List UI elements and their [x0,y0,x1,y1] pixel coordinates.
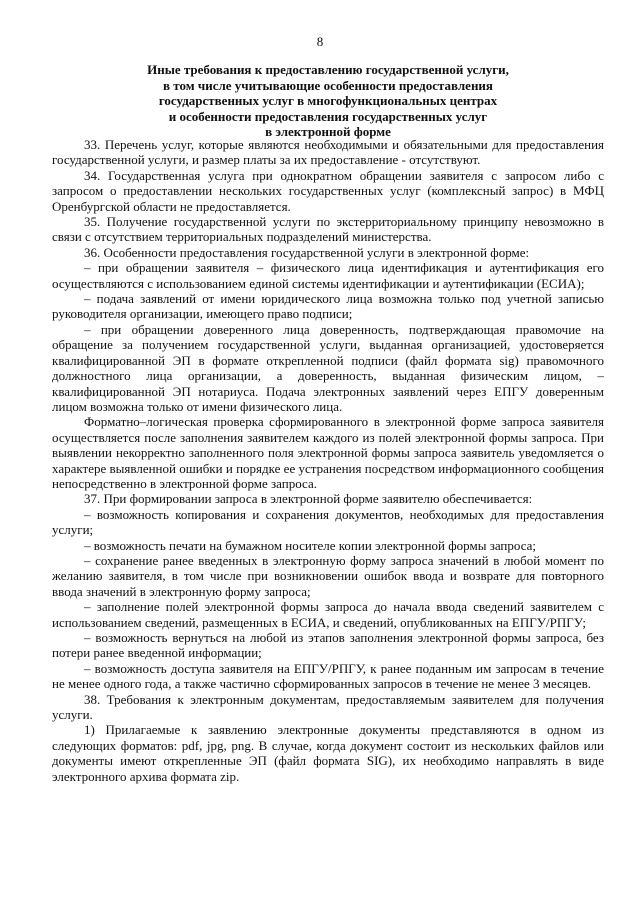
paragraph-35: 35. Получение государственной услуги по экстерриториальному принципу невозможно в связи с отсутствием территориальных подразделений министерства. [52,214,604,245]
list-item: – возможность печати на бумажном носителе копии электронной формы запроса; [84,537,537,553]
paragraph-33: 33. Перечень услуг, которые являются необходимыми и обязательными для предоставления государственной услуги, и размер платы за их предоставление - отсутствуют. [52,137,604,168]
paragraph-38: 38. Требования к электронным документам, предоставляемым заявителем для получения услуги. [52,691,604,723]
list-item: – заполнение полей электронной формы запроса до начала ввода сведений заявителем с использованием сведений, размещенных в ЕСИА, и сведений, опубликованных на ЕПГУ/РПГУ; [52,599,604,630]
paragraph-format-check: Форматно–логическая проверка сформированного в электронной форме запроса заявителя осуществляется после заполнения заявителем каждого из полей электронной формы запроса. При выявлении некорректно заполненного поля электронной формы запроса заявитель уведомляется о характере выявленной ошибки и порядке ее устранения посредством информационного сообщения непосредственно в электронной форме запроса. [52,414,604,491]
list-item: – при обращении заявителя – физического лица идентификация и аутентификация его осуществляются с использованием единой системы идентификации и аутентификации (ЕСИА); [52,260,604,291]
list-item: – возможность вернуться на любой из этапов заполнения электронной формы запроса, без потери ранее введенной информации; [52,630,604,661]
heading-line: Иные требования к предоставлению государственной услуги, [147,62,509,77]
list-item: – подача заявлений от имени юридического лица возможна только под учетной записью руководителя организации, имеющего право подписи; [52,291,604,322]
page-number: 8 [316,34,324,49]
list-item: – возможность доступа заявителя на ЕПГУ/РПГУ, к ранее поданным им запросам в течение не менее одного года, а также частично сформированных запросов в течение не менее 3 месяцев. [52,660,604,692]
paragraph-38-1: 1) Прилагаемые к заявлению электронные документы представляются в одном из следующих форматов: pdf, jpg, png. В случае, когда документ состоит из нескольких файлов или документы имеют открепленные ЭП (файл формата SIG), их необходимо направлять в виде электронного архива формата zip. [52,722,604,784]
paragraph-36: 36. Особенности предоставления государственной услуги в электронной форме: [84,244,530,260]
paragraph-34: 34. Государственная услуга при однократном обращении заявителя с запросом либо с запросом о предоставлении нескольких государственных услуг (комплексный запрос) в МФЦ Оренбургской области не предоставляется. [52,167,604,214]
list-item: – при обращении доверенного лица доверенность, подтверждающая правомочие на обращение за получением государственной услуги, выданная организацией, удостоверяется квалифицированной ЭП в формате открепленной подписи (файл формата sig) правомочного должностного лица организации, а доверенность, выданная физическим лицом, – квалифицированной ЭП нотариуса. Подача электронных заявлений через ЕПГУ доверенным лицом возможна только от имени физического лица. [52,321,604,414]
list-item: – возможность копирования и сохранения документов, необходимых для предоставления услуги; [52,506,604,538]
heading-line: государственных услуг в многофункциональных центрах [158,93,498,109]
heading-line: в электронной форме [265,124,391,140]
heading-line: в том числе учитывающие особенности предоставления [163,77,493,93]
document-body [52,137,604,784]
heading-line: и особенности предоставления государственных услуг [168,108,488,124]
paragraph-37: 37. При формировании запроса в электронной форме заявителю обеспечивается: [84,491,533,507]
list-item: – сохранение ранее введенных в электронную форму запроса значений в любой момент по желанию заявителя, в том числе при возникновении ошибок ввода и возврате для повторного ввода значений в электронную форму запроса; [52,552,604,599]
section-heading [52,62,604,140]
